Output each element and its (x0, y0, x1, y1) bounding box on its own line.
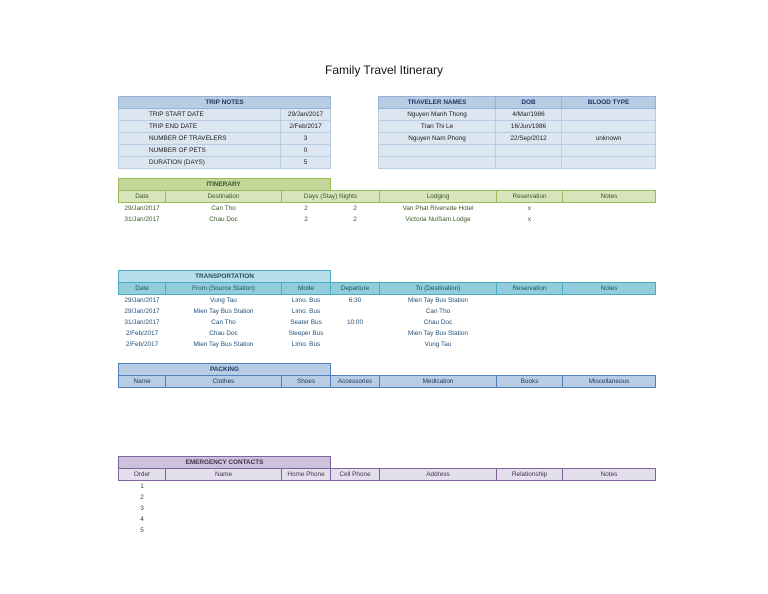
table-row: Nguyen Nam Phong 22/Sep/2012 unknown (379, 133, 656, 145)
packing-table (118, 363, 656, 388)
table-row: 29/Jan/2017 Vung Tau Limo. Bus 6:30 Mien Tay Bus Station (124, 297, 468, 304)
table-row: 29/Jan/2017 Can Tho 2 2 Van Phat Riverside Hotel x (124, 205, 532, 212)
table-row: Nguyen Manh Thong 4/Mar/1986 (379, 109, 656, 121)
itinerary-table (118, 178, 656, 225)
column-header: Departure (331, 283, 380, 295)
column-header: TRAVELER NAMES (379, 97, 496, 109)
column-header: Clothes (166, 376, 282, 388)
column-header: Reservation (497, 283, 563, 295)
column-header: Date (119, 191, 166, 203)
table-row (379, 145, 656, 157)
column-header: Notes (563, 283, 656, 295)
column-header: Date (119, 283, 166, 295)
column-header: DOB (496, 97, 562, 109)
column-header: Lodging (380, 191, 497, 203)
table-row: 5 (140, 527, 144, 534)
table-row: 2/Feb/2017 Chau Doc Sleeper Bus Mien Tay Bus Station (125, 330, 468, 337)
table-row: DURATION (DAYS) 5 (119, 157, 331, 169)
trip-notes-header: TRIP NOTES (119, 97, 331, 109)
column-header: BLOOD TYPE (562, 97, 656, 109)
table-row: TRIP END DATE 2/Feb/2017 (119, 121, 331, 133)
itinerary-section-title: ITINERARY (119, 179, 331, 191)
packing-section-title: PACKING (119, 364, 331, 376)
trip-notes-table (118, 96, 331, 169)
table-row: 4 (140, 516, 144, 523)
table-row: Tran Thi Le 16/Jun/1986 (379, 121, 656, 133)
column-header: Order (119, 469, 166, 481)
column-header: Days (Stay) Nights (282, 191, 380, 203)
table-row: 31/Jan/2017 Chau Doc 2 2 Victoria NuiSam Lodge x (124, 216, 532, 223)
column-header: Medication (380, 376, 497, 388)
table-row: 31/Jan/2017 Can Tho Seater Bus 10:00 Chau Doc (124, 319, 453, 326)
table-row: 29/Jan/2017 Mien Tay Bus Station Limo. Bus Can Tho (124, 308, 451, 315)
emergency-section-title: EMERGENCY CONTACTS (119, 457, 331, 469)
column-header: Name (166, 469, 282, 481)
column-header: Cell Phone (331, 469, 380, 481)
table-row: NUMBER OF PETS 0 (119, 145, 331, 157)
travelers-table (378, 96, 656, 169)
transportation-table (118, 270, 656, 350)
column-header: Home Phone (282, 469, 331, 481)
column-header: Address (380, 469, 497, 481)
column-header: Destination (166, 191, 282, 203)
column-header: Notes (563, 191, 656, 203)
column-header: Miscellaneous (563, 376, 656, 388)
column-header: Mode (282, 283, 331, 295)
table-row: 1 (140, 483, 144, 490)
emergency-contacts-table (118, 456, 656, 536)
transportation-section-title: TRANSPORTATION (119, 271, 331, 283)
table-row: NUMBER OF TRAVELERS 3 (119, 133, 331, 145)
column-header: From (Source Station) (166, 283, 282, 295)
column-header: Notes (563, 469, 656, 481)
table-row: 2 (140, 494, 144, 501)
table-row: 2/Feb/2017 Mien Tay Bus Station Limo. Bus Vung Tau (125, 341, 452, 348)
column-header: To (Destination) (380, 283, 497, 295)
table-row (379, 157, 656, 169)
table-row: TRIP START DATE 29/Jan/2017 (119, 109, 331, 121)
table-row: 3 (140, 505, 144, 512)
column-header: Relationship (497, 469, 563, 481)
column-header: Shoes (282, 376, 331, 388)
column-header: Reservation (497, 191, 563, 203)
column-header: Books (497, 376, 563, 388)
page-title: Family Travel Itinerary (324, 63, 444, 77)
column-header: Name (119, 376, 166, 388)
column-header: Accessories (331, 376, 380, 388)
